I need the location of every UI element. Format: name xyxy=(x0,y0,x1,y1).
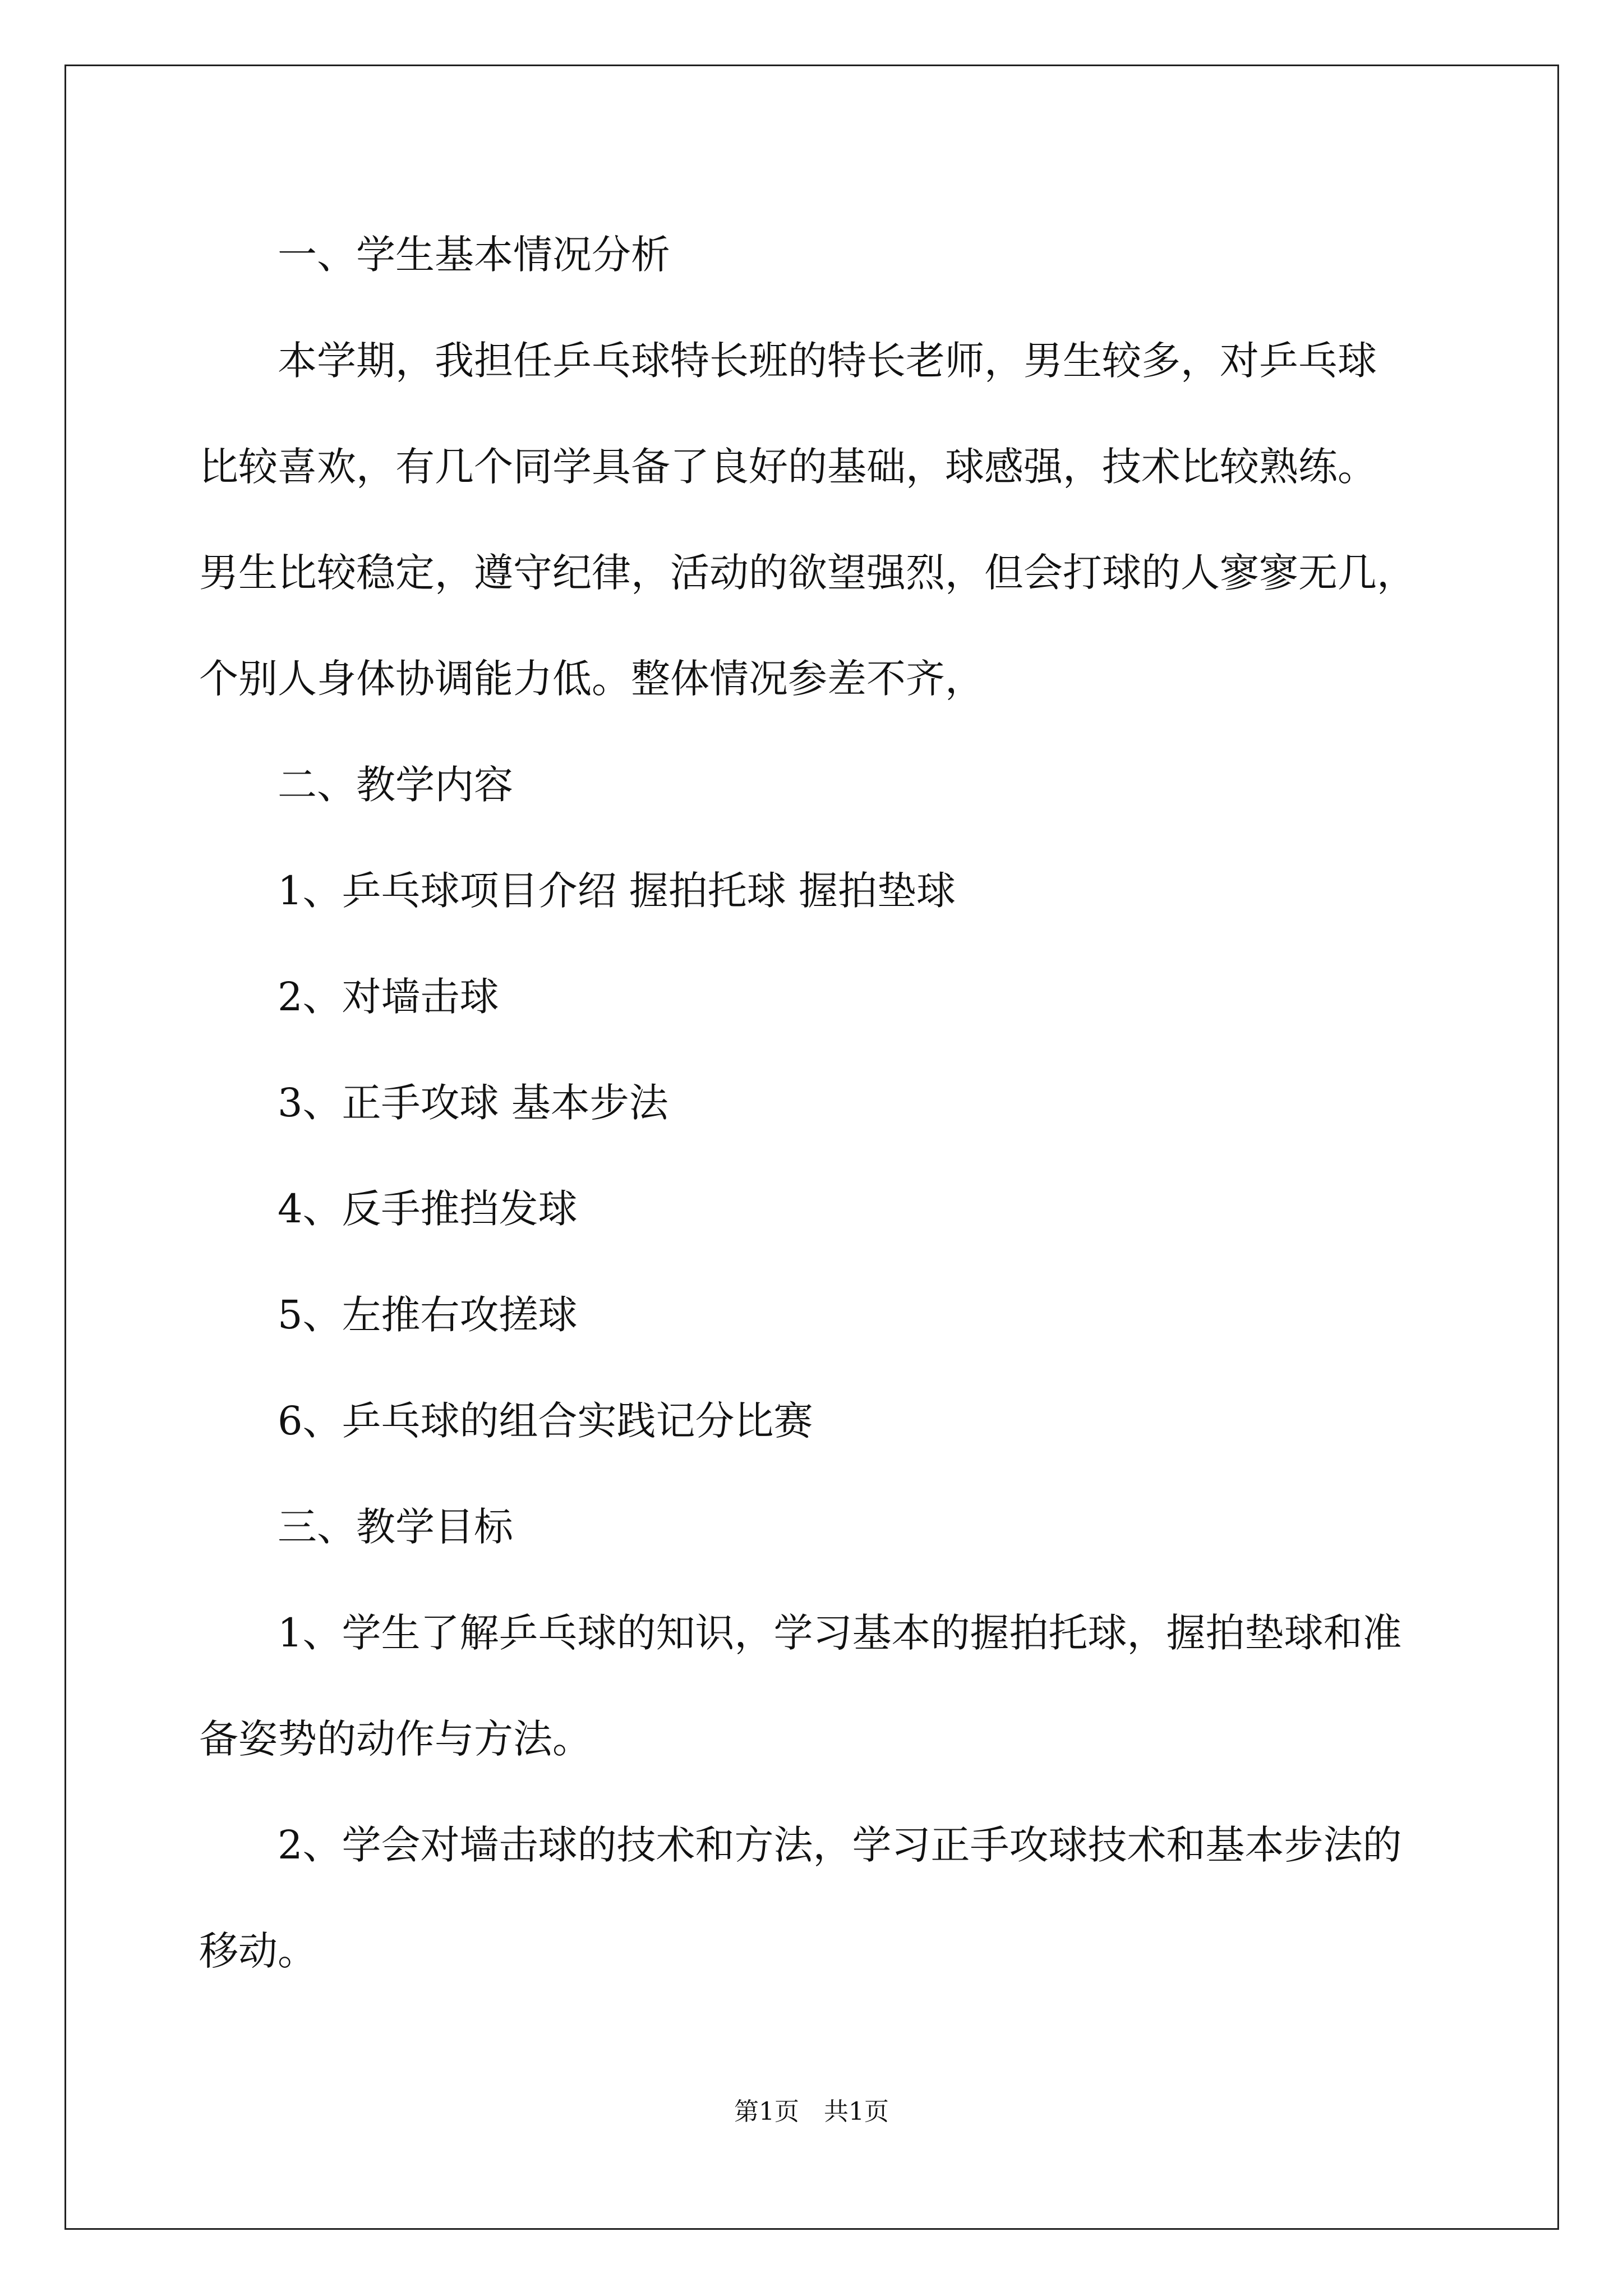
list-item: 6、乒乓球的组合实践记分比赛 xyxy=(278,1398,813,1444)
page-footer: 第1页 共1页 xyxy=(734,2097,889,2126)
list-item: 4、反手推挡发球 xyxy=(278,1186,578,1232)
goal-item: 1、学生了解乒乓球的知识，学习基本的握拍托球，握拍垫球和准 xyxy=(278,1610,1402,1656)
goal-item-continuation: 移动。 xyxy=(199,1928,317,1974)
body-line: 个别人身体协调能力低。整体情况参差不齐， xyxy=(199,656,984,702)
list-item: 1、乒乓球项目介绍 握拍托球 握拍垫球 xyxy=(278,868,956,914)
section-heading-2: 二、教学内容 xyxy=(278,762,513,808)
body-line: 本学期，我担任乒乓球特长班的特长老师，男生较多，对乒乓球 xyxy=(278,338,1377,384)
goal-item: 2、学会对墙击球的技术和方法，学习正手攻球技术和基本步法的 xyxy=(278,1822,1402,1868)
section-heading-3: 三、教学目标 xyxy=(278,1504,513,1550)
body-line: 比较喜欢，有几个同学具备了良好的基础，球感强，技术比较熟练。 xyxy=(199,444,1377,490)
list-item: 5、左推右攻搓球 xyxy=(278,1292,578,1338)
document-body xyxy=(199,202,1433,2004)
list-item: 2、对墙击球 xyxy=(278,974,499,1020)
body-line: 男生比较稳定，遵守纪律，活动的欲望强烈，但会打球的人寥寥无几， xyxy=(199,550,1416,596)
list-item: 3、正手攻球 基本步法 xyxy=(278,1080,668,1126)
section-heading-1: 一、学生基本情况分析 xyxy=(278,232,670,278)
goal-item-continuation: 备姿势的动作与方法。 xyxy=(199,1716,592,1762)
